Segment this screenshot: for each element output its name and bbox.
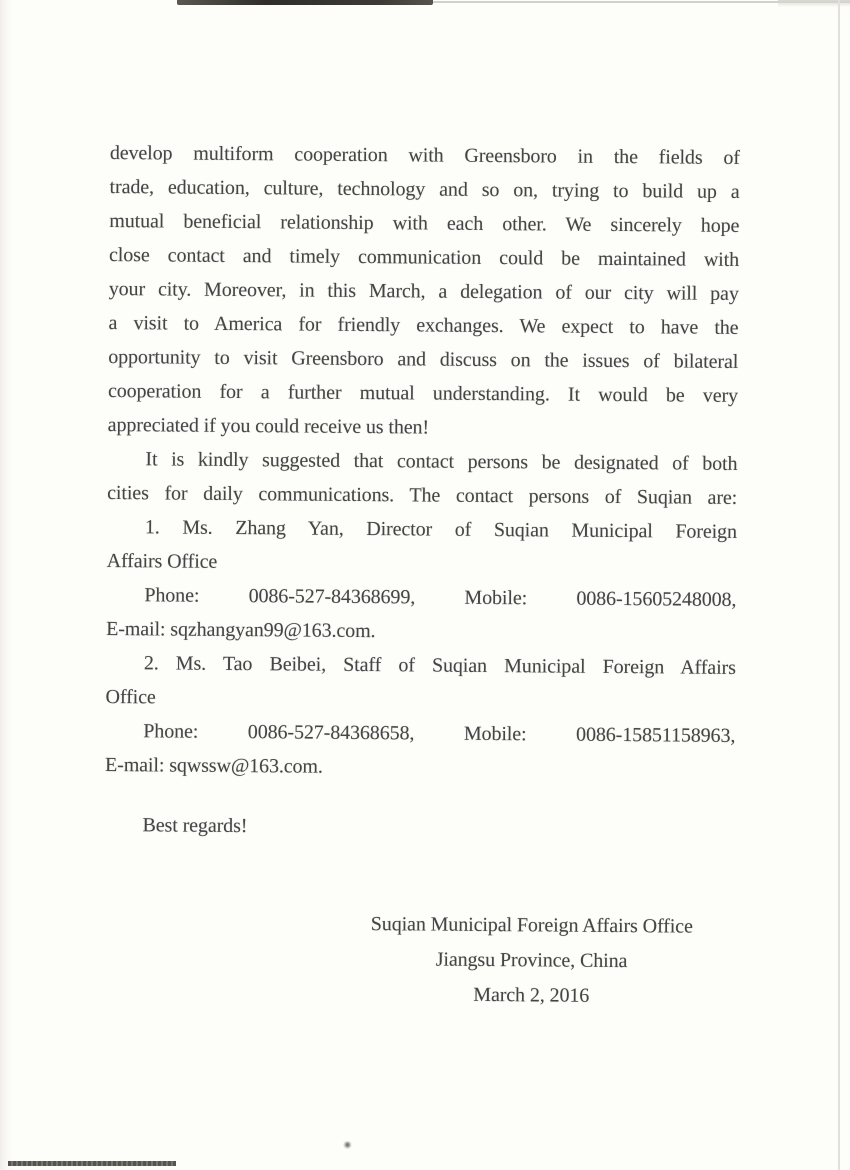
paragraph-contact-2 (105, 646, 736, 719)
scan-artifact-top-bar (177, 0, 433, 5)
letter-body (103, 136, 740, 1015)
text-line: E-mail: sqwssw@163.com. (104, 753, 323, 778)
paragraph-contact-suggestion (107, 442, 738, 515)
text-line: Office (105, 685, 156, 709)
signature-organization: Suqian Municipal Foreign Affairs Office (370, 913, 693, 938)
paragraph-contact-1 (107, 510, 738, 583)
closing-line: Best regards! (142, 814, 248, 838)
scan-artifact-bottom-bar (8, 1161, 176, 1166)
text-line: opportunity to visit Greensboro and discuss on the issues of bilateral (108, 345, 739, 373)
text-line: It is kindly suggested that contact persons be designated of both (145, 448, 738, 475)
text-line: close contact and timely communication could be maintained with (108, 243, 740, 271)
text-line: E-mail: sqzhangyan99@163.com. (106, 617, 376, 643)
text-line: mutual beneficial relationship with each other. We sincerely hope (109, 209, 740, 237)
text-line: 2. Ms. Tao Beibei, Staff of Suqian Municipal Foreign Affairs (143, 652, 736, 679)
text-line: 1. Ms. Zhang Yan, Director of Suqian Municipal Foreign (144, 516, 737, 543)
text-line: Phone: 0086-527-84368699, Mobile: 0086-15605248008, (144, 584, 737, 611)
text-line: appreciated if you could receive us then! (107, 413, 430, 439)
text-line: cooperation for a further mutual understanding. It would be very (107, 379, 739, 407)
text-line: Phone: 0086-527-84368658, Mobile: 0086-15851158963, (143, 720, 736, 747)
signature-location: Jiangsu Province, China (435, 948, 628, 973)
scan-artifact-speck (343, 1141, 352, 1152)
paragraph-contact-1-phone (106, 578, 737, 651)
text-line: a visit to America for friendly exchanges. We expect to have the (108, 311, 739, 339)
paragraph-contact-2-phone (105, 714, 736, 787)
text-line: Affairs Office (106, 549, 218, 573)
text-line: trade, education, culture, technology and so on, trying to build up a (109, 175, 740, 203)
paragraph-cooperation (108, 136, 740, 447)
text-line: cities for daily communications. The contact persons of Suqian are: (107, 481, 738, 509)
text-line: develop multiform cooperation with Greensboro in the fields of (109, 141, 740, 169)
signature-date: March 2, 2016 (473, 983, 590, 1007)
text-line: your city. Moreover, in this March, a delegation of our city will pay (108, 277, 739, 305)
signature-block (329, 907, 734, 1015)
scan-edge-right-line (838, 0, 840, 1170)
